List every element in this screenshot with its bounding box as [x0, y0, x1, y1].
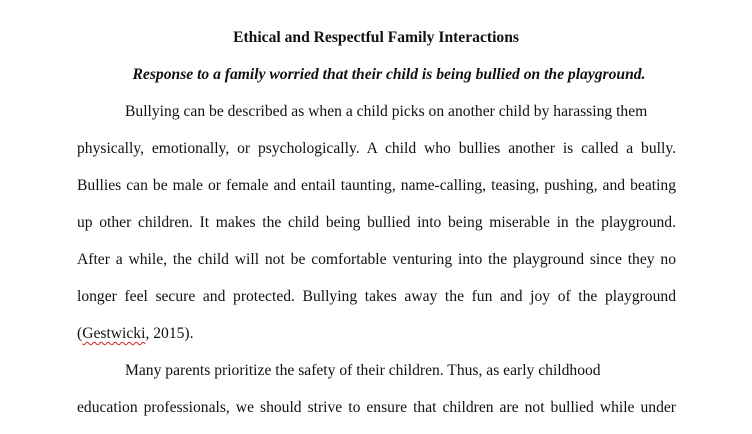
- citation-rest: , 2015).: [145, 325, 194, 342]
- paragraph-line: Bullies can be male or female and entail taunting, name-calling, teasing, pushing, and beating: [77, 177, 676, 194]
- paragraph-line: After a while, the child will not be comfortable venturing into the playground since they no: [77, 251, 676, 268]
- document-title: Ethical and Respectful Family Interactions: [233, 29, 519, 46]
- paragraph-line: education professionals, we should strive to ensure that children are not bullied while under: [77, 399, 676, 416]
- citation-author-spellcheck-flagged[interactable]: Gestwicki: [82, 325, 146, 342]
- paragraph-line: Bullying can be described as when a child picks on another child by harassing them: [125, 103, 648, 120]
- citation-open: (: [77, 325, 83, 342]
- paragraph-line: physically, emotionally, or psychologically. A child who bullies another is called a bully.: [77, 140, 676, 157]
- paragraph-line: up other children. It makes the child being bullied into being miserable in the playground.: [77, 214, 676, 231]
- citation-line: [77, 325, 194, 343]
- paragraph-line: Many parents prioritize the safety of their children. Thus, as early childhood: [125, 362, 601, 379]
- paragraph-line: longer feel secure and protected. Bullying takes away the fun and joy of the playground: [77, 288, 676, 305]
- document-subtitle: Response to a family worried that their child is being bullied on the playground.: [132, 66, 646, 83]
